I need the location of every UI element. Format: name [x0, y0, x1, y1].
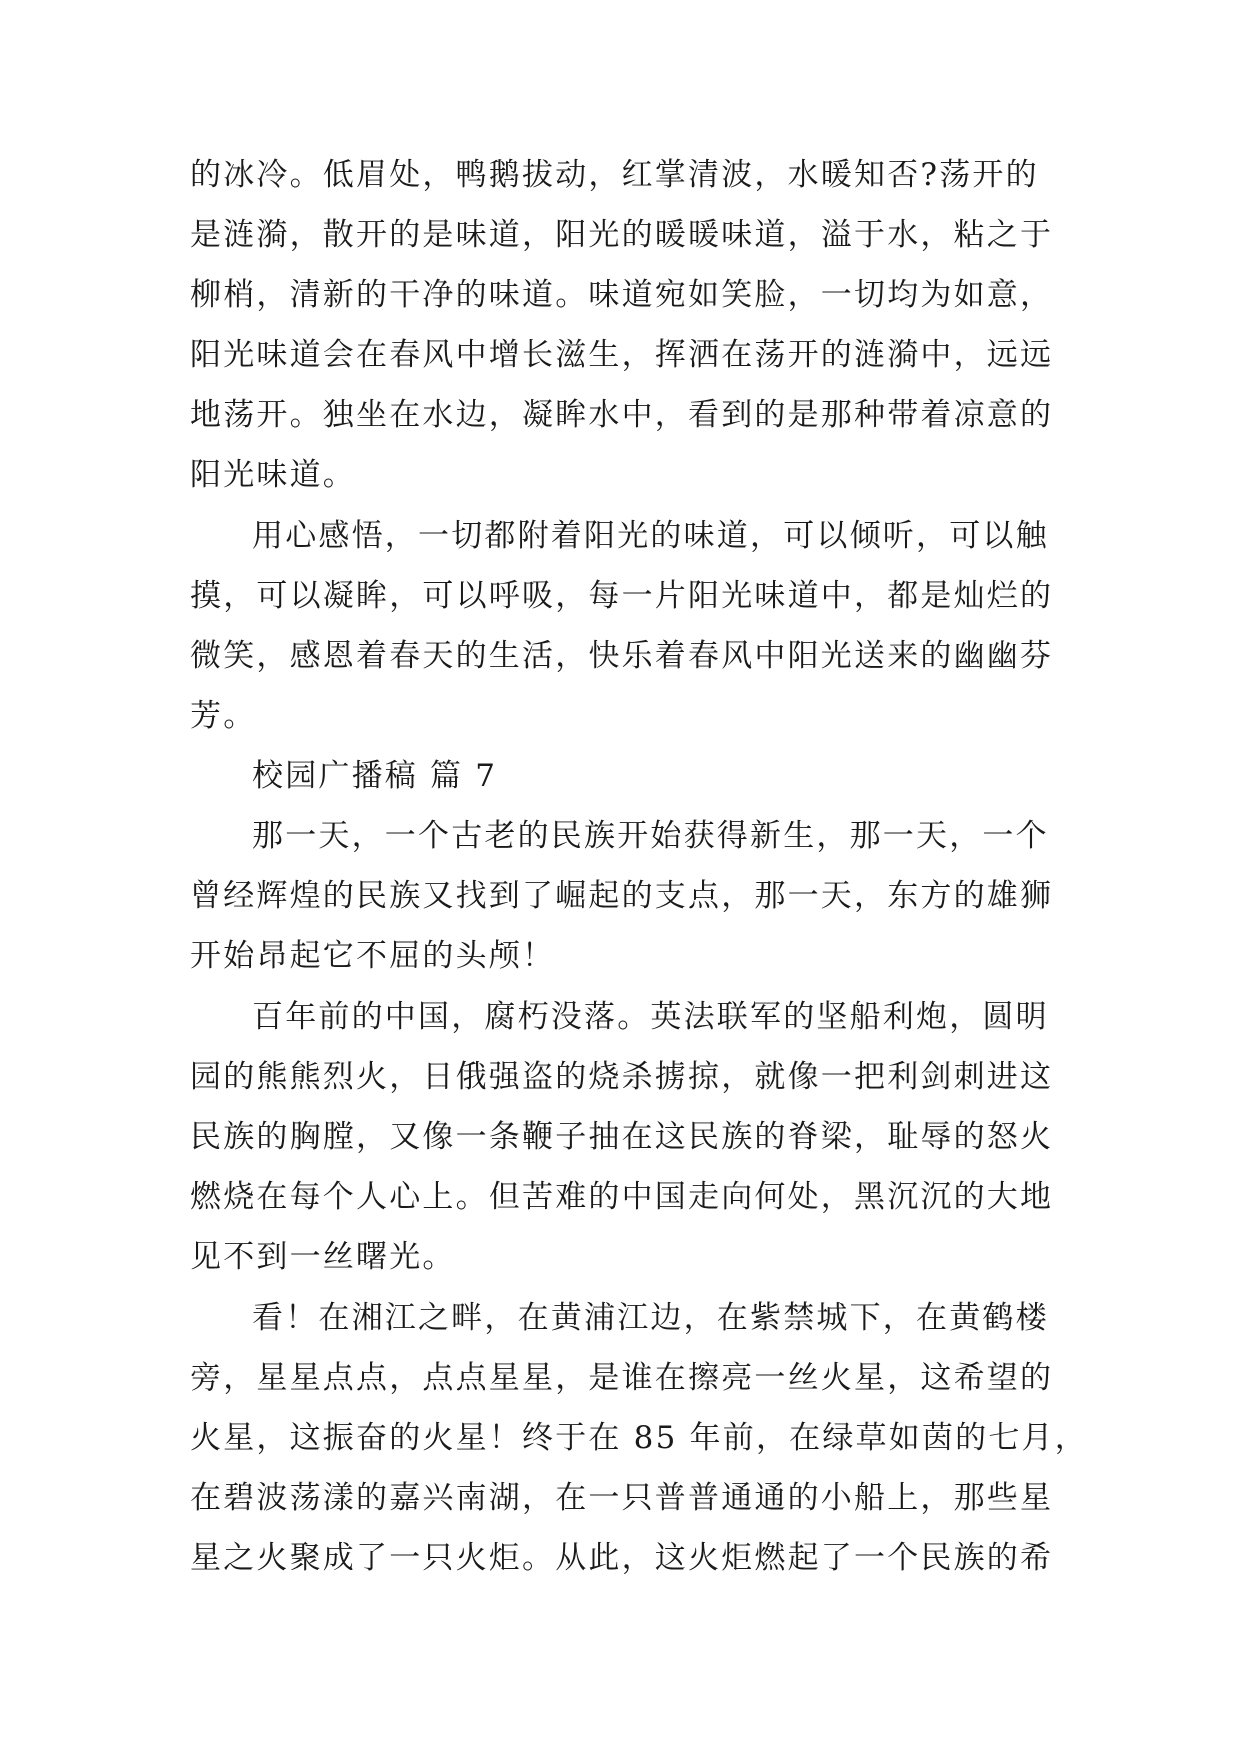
paragraph-first-line: 那一天，一个古老的民族开始获得新生，那一天，一个 — [252, 818, 1049, 854]
text-line: 阳光味道。 — [190, 457, 356, 493]
paragraph-first-line: 用心感悟，一切都附着阳光的味道，可以倾听，可以触 — [252, 518, 1049, 554]
text-line: 柳梢，清新的干净的味道。味道宛如笑脸，一切均为如意， — [190, 277, 1054, 313]
text-line: 摸，可以凝眸，可以呼吸，每一片阳光味道中，都是灿烂的 — [190, 578, 1054, 614]
text-line: 见不到一丝曙光。 — [190, 1239, 456, 1275]
text-line: 曾经辉煌的民族又找到了崛起的支点，那一天，东方的雄狮 — [190, 878, 1054, 914]
text-line: 园的熊熊烈火，日俄强盗的烧杀掳掠，就像一把利剑刺进这 — [190, 1059, 1054, 1095]
section-heading: 校园广播稿 篇 7 — [252, 758, 498, 794]
text-line: 芳。 — [190, 698, 257, 734]
text-line: 星之火聚成了一只火炬。从此，这火炬燃起了一个民族的希 — [190, 1540, 1054, 1576]
text-line: 地荡开。独坐在水边，凝眸水中，看到的是那种带着凉意的 — [190, 397, 1054, 433]
text-line: 微笑，感恩着春天的生活，快乐着春风中阳光送来的幽幽芬 — [190, 638, 1054, 674]
text-line: 开始昂起它不屈的头颅！ — [190, 938, 556, 974]
text-line: 旁，星星点点，点点星星，是谁在擦亮一丝火星，这希望的 — [190, 1360, 1054, 1396]
text-line: 在碧波荡漾的嘉兴南湖，在一只普普通通的小船上，那些星 — [190, 1480, 1054, 1516]
text-line: 燃烧在每个人心上。但苦难的中国走向何处，黑沉沉的大地 — [190, 1179, 1054, 1215]
paragraph-first-line: 百年前的中国，腐朽没落。英法联军的坚船利炮，圆明 — [252, 999, 1049, 1035]
text-line: 火星，这振奋的火星！终于在 85 年前，在绿草如茵的七月， — [190, 1420, 1088, 1456]
text-line: 阳光味道会在春风中增长滋生，挥洒在荡开的涟漪中，远远 — [190, 337, 1054, 373]
text-line: 的冰冷。低眉处，鸭鹅拔动，红掌清波，水暖知否?荡开的 — [190, 157, 1039, 193]
text-line: 民族的胸膛，又像一条鞭子抽在这民族的脊梁，耻辱的怒火 — [190, 1119, 1054, 1155]
paragraph-first-line: 看！在湘江之畔，在黄浦江边，在紫禁城下，在黄鹤楼 — [252, 1300, 1049, 1336]
text-line: 是涟漪，散开的是味道，阳光的暖暖味道，溢于水，粘之于 — [190, 217, 1054, 253]
